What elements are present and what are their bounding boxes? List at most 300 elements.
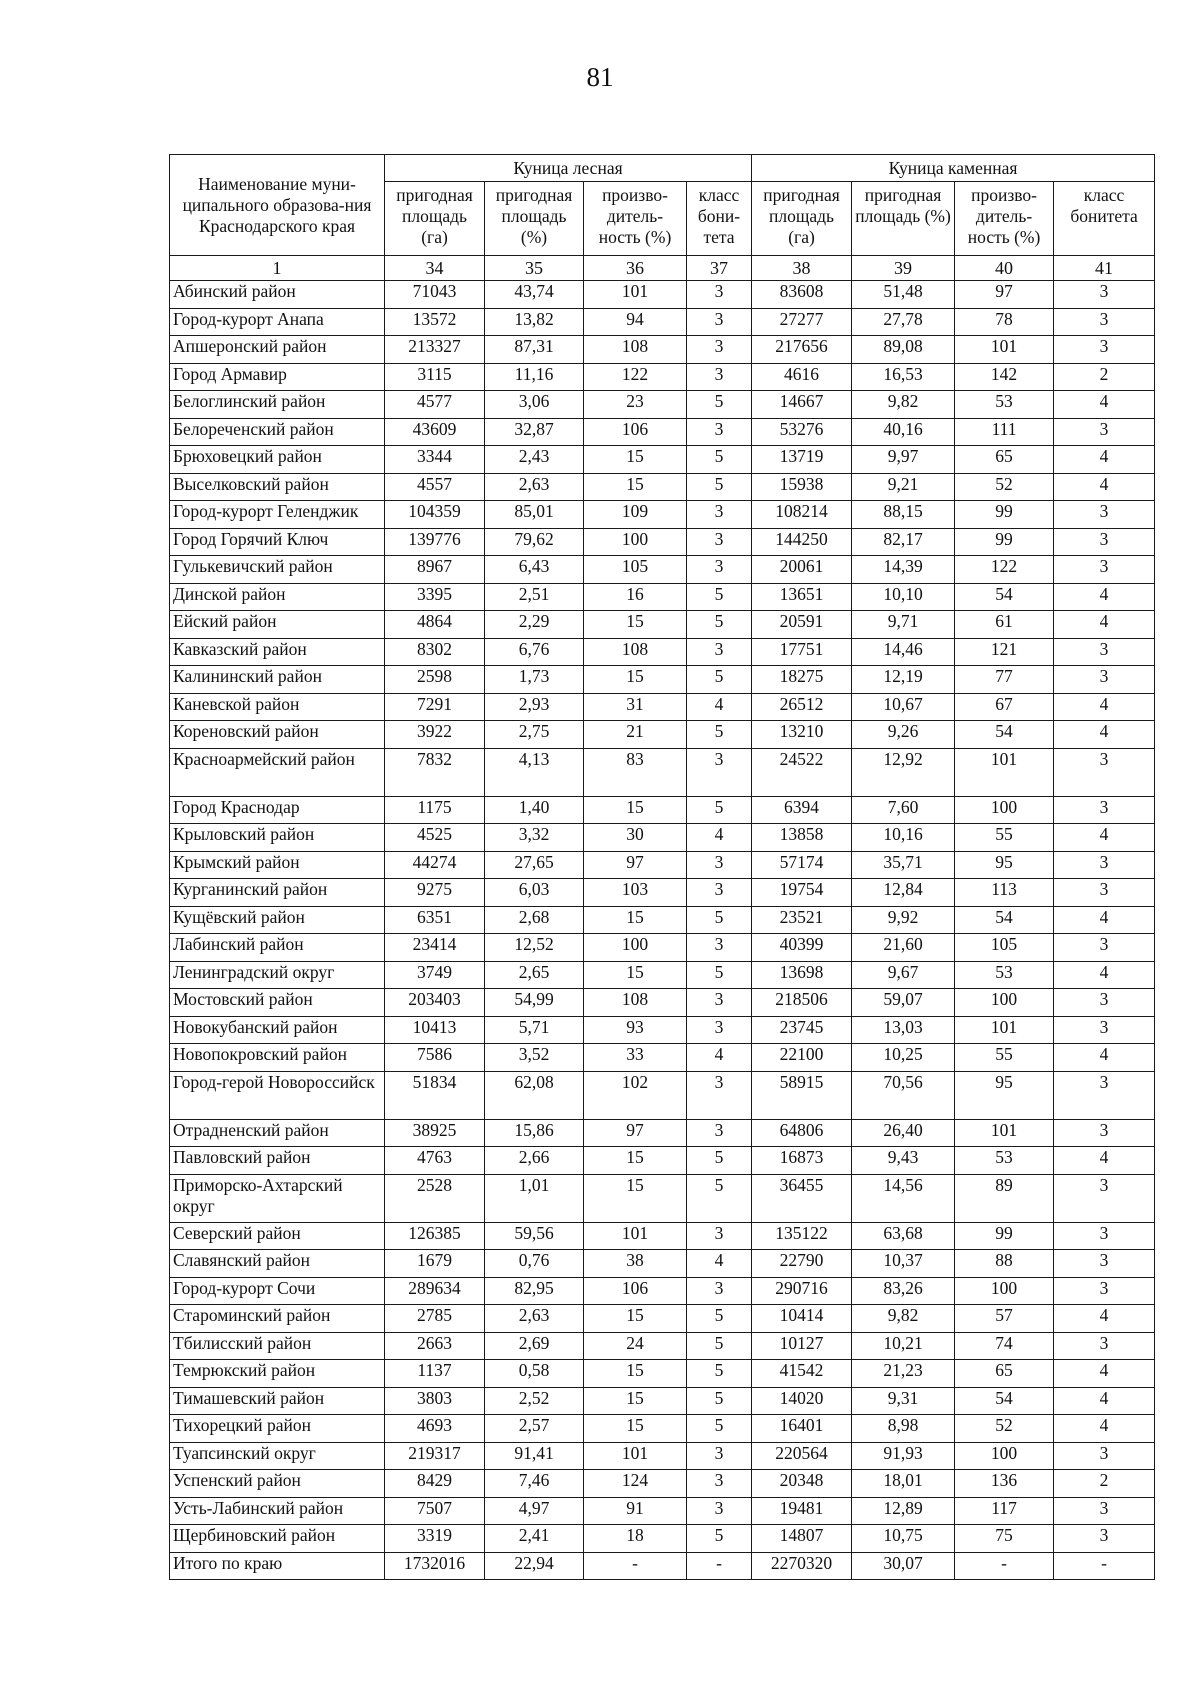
municipality-name-cell: Итого по краю: [170, 1552, 385, 1580]
value-cell: 6351: [385, 906, 485, 934]
municipality-name-cell: Староминский район: [170, 1305, 385, 1333]
value-cell: 61: [955, 611, 1054, 639]
municipality-name-cell: Город-герой Новороссийск: [170, 1071, 385, 1119]
value-cell: 3: [687, 748, 752, 796]
header-name-column: Наименование муни-ципального образова-ния Краснодарского края: [170, 155, 385, 256]
value-cell: 3922: [385, 721, 485, 749]
value-cell: 3: [1054, 1016, 1155, 1044]
value-cell: 8,98: [852, 1415, 955, 1443]
value-cell: 1,73: [485, 666, 584, 694]
value-cell: 4: [687, 693, 752, 721]
value-cell: 3: [687, 363, 752, 391]
value-cell: 3: [1054, 1442, 1155, 1470]
value-cell: 65: [955, 446, 1054, 474]
value-cell: 3,32: [485, 824, 584, 852]
value-cell: 4: [1054, 721, 1155, 749]
value-cell: 144250: [752, 528, 852, 556]
value-cell: 3319: [385, 1525, 485, 1553]
value-cell: 3: [687, 418, 752, 446]
value-cell: 14667: [752, 391, 852, 419]
value-cell: 4: [1054, 1360, 1155, 1388]
value-cell: 1,40: [485, 796, 584, 824]
table-row: [170, 363, 1155, 391]
municipality-name-cell: Город Горячий Ключ: [170, 528, 385, 556]
municipality-name-cell: Абинский район: [170, 281, 385, 309]
value-cell: 3: [687, 1497, 752, 1525]
value-cell: 59,56: [485, 1222, 584, 1250]
value-cell: 2,51: [485, 583, 584, 611]
table-row: [170, 748, 1155, 796]
value-cell: 1679: [385, 1250, 485, 1278]
table-row: [170, 851, 1155, 879]
value-cell: 15: [584, 906, 687, 934]
value-cell: 4,97: [485, 1497, 584, 1525]
table-row: [170, 336, 1155, 364]
value-cell: 3: [1054, 556, 1155, 584]
value-cell: 89: [955, 1174, 1054, 1222]
value-cell: 13,03: [852, 1016, 955, 1044]
value-cell: 43,74: [485, 281, 584, 309]
value-cell: 218506: [752, 989, 852, 1017]
value-cell: 3: [687, 851, 752, 879]
value-cell: 4616: [752, 363, 852, 391]
value-cell: 15: [584, 1360, 687, 1388]
value-cell: 4: [1054, 1415, 1155, 1443]
value-cell: 3803: [385, 1387, 485, 1415]
value-cell: 2,63: [485, 1305, 584, 1333]
value-cell: 106: [584, 1277, 687, 1305]
municipality-name-cell: Тихорецкий район: [170, 1415, 385, 1443]
value-cell: 27,78: [852, 308, 955, 336]
value-cell: 14,56: [852, 1174, 955, 1222]
value-cell: 9,21: [852, 473, 955, 501]
value-cell: 38925: [385, 1119, 485, 1147]
municipality-name-cell: Крымский район: [170, 851, 385, 879]
value-cell: 4: [1054, 1305, 1155, 1333]
value-cell: 91,41: [485, 1442, 584, 1470]
value-cell: 101: [584, 1442, 687, 1470]
value-cell: 12,19: [852, 666, 955, 694]
value-cell: 57: [955, 1305, 1054, 1333]
table-row: [170, 1016, 1155, 1044]
value-cell: 8967: [385, 556, 485, 584]
value-cell: 53: [955, 1147, 1054, 1175]
municipality-name-cell: Новокубанский район: [170, 1016, 385, 1044]
value-cell: 3: [687, 281, 752, 309]
value-cell: 83,26: [852, 1277, 955, 1305]
table-row: [170, 556, 1155, 584]
value-cell: 2,43: [485, 446, 584, 474]
municipality-name-cell: Тимашевский район: [170, 1387, 385, 1415]
header-number: 1: [170, 256, 385, 281]
value-cell: 4: [1054, 1044, 1155, 1072]
value-cell: 65: [955, 1360, 1054, 1388]
value-cell: 3: [1054, 308, 1155, 336]
value-cell: 4: [1054, 693, 1155, 721]
value-cell: 3: [1054, 666, 1155, 694]
value-cell: 5: [687, 721, 752, 749]
value-cell: 101: [955, 1119, 1054, 1147]
value-cell: 8429: [385, 1470, 485, 1498]
table-body: [170, 281, 1155, 1580]
value-cell: 14,39: [852, 556, 955, 584]
table-row: [170, 1119, 1155, 1147]
value-cell: 78: [955, 308, 1054, 336]
value-cell: 10,10: [852, 583, 955, 611]
table-row: [170, 666, 1155, 694]
value-cell: 20348: [752, 1470, 852, 1498]
value-cell: 100: [955, 989, 1054, 1017]
value-cell: 3: [687, 336, 752, 364]
value-cell: 2663: [385, 1332, 485, 1360]
value-cell: 10413: [385, 1016, 485, 1044]
value-cell: 108214: [752, 501, 852, 529]
municipality-name-cell: Кореновский район: [170, 721, 385, 749]
value-cell: 3: [687, 556, 752, 584]
municipality-name-cell: Новопокровский район: [170, 1044, 385, 1072]
value-cell: 2,75: [485, 721, 584, 749]
value-cell: 3: [1054, 851, 1155, 879]
value-cell: 4: [1054, 611, 1155, 639]
value-cell: 15938: [752, 473, 852, 501]
value-cell: 15: [584, 961, 687, 989]
value-cell: 54: [955, 1387, 1054, 1415]
value-cell: 2,41: [485, 1525, 584, 1553]
value-cell: 203403: [385, 989, 485, 1017]
value-cell: 88: [955, 1250, 1054, 1278]
value-cell: 93: [584, 1016, 687, 1044]
value-cell: 5: [687, 796, 752, 824]
value-cell: 21: [584, 721, 687, 749]
value-cell: 9,67: [852, 961, 955, 989]
value-cell: 5: [687, 446, 752, 474]
municipality-name-cell: Мостовский район: [170, 989, 385, 1017]
value-cell: 3: [687, 1071, 752, 1119]
value-cell: 126385: [385, 1222, 485, 1250]
value-cell: 2,68: [485, 906, 584, 934]
value-cell: 13572: [385, 308, 485, 336]
value-cell: 105: [955, 934, 1054, 962]
value-cell: 27277: [752, 308, 852, 336]
table-row: [170, 473, 1155, 501]
municipality-name-cell: Город-курорт Сочи: [170, 1277, 385, 1305]
table-row: [170, 1415, 1155, 1443]
value-cell: 15: [584, 611, 687, 639]
value-cell: 5: [687, 473, 752, 501]
value-cell: 16873: [752, 1147, 852, 1175]
value-cell: 2,57: [485, 1415, 584, 1443]
table-row: [170, 1277, 1155, 1305]
value-cell: 5: [687, 1147, 752, 1175]
header-group-stone-marten: Куница каменная: [752, 155, 1155, 182]
value-cell: 12,52: [485, 934, 584, 962]
value-cell: 15: [584, 1147, 687, 1175]
municipality-name-cell: Ленинградский округ: [170, 961, 385, 989]
value-cell: 10414: [752, 1305, 852, 1333]
value-cell: 7832: [385, 748, 485, 796]
value-cell: 27,65: [485, 851, 584, 879]
table-row: [170, 1497, 1155, 1525]
value-cell: 3: [687, 989, 752, 1017]
value-cell: 4: [1054, 473, 1155, 501]
value-cell: 100: [955, 796, 1054, 824]
value-cell: -: [584, 1552, 687, 1580]
value-cell: 4: [687, 824, 752, 852]
municipality-name-cell: Павловский район: [170, 1147, 385, 1175]
table-row: [170, 391, 1155, 419]
table-row: [170, 1174, 1155, 1222]
value-cell: 19754: [752, 879, 852, 907]
value-cell: 30,07: [852, 1552, 955, 1580]
table-row: [170, 989, 1155, 1017]
value-cell: 101: [955, 748, 1054, 796]
value-cell: 4: [1054, 906, 1155, 934]
table-row: [170, 1525, 1155, 1553]
value-cell: 2,69: [485, 1332, 584, 1360]
value-cell: 15: [584, 446, 687, 474]
value-cell: 289634: [385, 1277, 485, 1305]
value-cell: 1732016: [385, 1552, 485, 1580]
value-cell: 43609: [385, 418, 485, 446]
header-number: 34: [385, 256, 485, 281]
municipality-name-cell: Выселковский район: [170, 473, 385, 501]
value-cell: 53: [955, 391, 1054, 419]
value-cell: 97: [955, 281, 1054, 309]
municipality-name-cell: Красноармейский район: [170, 748, 385, 796]
municipality-name-cell: Брюховецкий район: [170, 446, 385, 474]
value-cell: 75: [955, 1525, 1054, 1553]
table-row: [170, 796, 1155, 824]
municipality-name-cell: Туапсинский округ: [170, 1442, 385, 1470]
value-cell: 6,03: [485, 879, 584, 907]
value-cell: 33: [584, 1044, 687, 1072]
value-cell: 4: [1054, 961, 1155, 989]
value-cell: 9,92: [852, 906, 955, 934]
value-cell: 95: [955, 1071, 1054, 1119]
header-group-pine-marten: Куница лесная: [385, 155, 752, 182]
value-cell: 1,01: [485, 1174, 584, 1222]
municipality-name-cell: Апшеронский район: [170, 336, 385, 364]
table-row: [170, 1071, 1155, 1119]
value-cell: 2785: [385, 1305, 485, 1333]
value-cell: 23: [584, 391, 687, 419]
value-cell: 3: [687, 1119, 752, 1147]
value-cell: 9,31: [852, 1387, 955, 1415]
value-cell: 9,82: [852, 1305, 955, 1333]
value-cell: 3: [1054, 748, 1155, 796]
value-cell: 124: [584, 1470, 687, 1498]
value-cell: 10,75: [852, 1525, 955, 1553]
table-row: [170, 446, 1155, 474]
value-cell: 20591: [752, 611, 852, 639]
value-cell: 3395: [385, 583, 485, 611]
value-cell: 18275: [752, 666, 852, 694]
value-cell: 5,71: [485, 1016, 584, 1044]
value-cell: 3: [687, 934, 752, 962]
table-row: [170, 934, 1155, 962]
header-col: пригодная площадь (%): [485, 182, 584, 256]
value-cell: 3: [1054, 879, 1155, 907]
municipality-name-cell: Город Краснодар: [170, 796, 385, 824]
value-cell: 10,21: [852, 1332, 955, 1360]
municipality-name-cell: Темрюкский район: [170, 1360, 385, 1388]
value-cell: 12,89: [852, 1497, 955, 1525]
value-cell: 19481: [752, 1497, 852, 1525]
value-cell: 18,01: [852, 1470, 955, 1498]
value-cell: 23521: [752, 906, 852, 934]
value-cell: -: [955, 1552, 1054, 1580]
value-cell: 15: [584, 666, 687, 694]
value-cell: 9,71: [852, 611, 955, 639]
value-cell: 13858: [752, 824, 852, 852]
value-cell: 52: [955, 1415, 1054, 1443]
table-row: [170, 693, 1155, 721]
value-cell: 35,71: [852, 851, 955, 879]
value-cell: 3: [1054, 638, 1155, 666]
value-cell: 3749: [385, 961, 485, 989]
value-cell: 3: [1054, 1277, 1155, 1305]
value-cell: 3344: [385, 446, 485, 474]
value-cell: 7291: [385, 693, 485, 721]
value-cell: 5: [687, 666, 752, 694]
value-cell: 10127: [752, 1332, 852, 1360]
value-cell: 3: [1054, 501, 1155, 529]
value-cell: 58915: [752, 1071, 852, 1119]
value-cell: 2: [1054, 1470, 1155, 1498]
value-cell: 51834: [385, 1071, 485, 1119]
habitat-table: [169, 154, 1155, 1580]
value-cell: 4693: [385, 1415, 485, 1443]
value-cell: 0,76: [485, 1250, 584, 1278]
municipality-name-cell: Гулькевичский район: [170, 556, 385, 584]
value-cell: 52: [955, 473, 1054, 501]
value-cell: 23745: [752, 1016, 852, 1044]
value-cell: 9,97: [852, 446, 955, 474]
value-cell: 4557: [385, 473, 485, 501]
value-cell: 13698: [752, 961, 852, 989]
table-row: [170, 308, 1155, 336]
header-number: 38: [752, 256, 852, 281]
header-col: произво-дитель-ность (%): [584, 182, 687, 256]
table-row: [170, 721, 1155, 749]
value-cell: 102: [584, 1071, 687, 1119]
value-cell: 101: [955, 336, 1054, 364]
value-cell: 100: [584, 528, 687, 556]
value-cell: 3: [687, 1470, 752, 1498]
value-cell: 3: [687, 528, 752, 556]
value-cell: 79,62: [485, 528, 584, 556]
value-cell: 24: [584, 1332, 687, 1360]
value-cell: 24522: [752, 748, 852, 796]
value-cell: 3: [687, 638, 752, 666]
municipality-name-cell: Славянский район: [170, 1250, 385, 1278]
value-cell: 4577: [385, 391, 485, 419]
value-cell: 91: [584, 1497, 687, 1525]
header-number: 37: [687, 256, 752, 281]
header-col: произво-дитель-ность (%): [955, 182, 1054, 256]
municipality-name-cell: Кавказский район: [170, 638, 385, 666]
value-cell: 1137: [385, 1360, 485, 1388]
value-cell: 55: [955, 1044, 1054, 1072]
value-cell: 6,43: [485, 556, 584, 584]
municipality-name-cell: Курганинский район: [170, 879, 385, 907]
municipality-name-cell: Ейский район: [170, 611, 385, 639]
municipality-name-cell: Приморско-Ахтарский округ: [170, 1174, 385, 1222]
value-cell: 67: [955, 693, 1054, 721]
value-cell: 122: [584, 363, 687, 391]
value-cell: 54,99: [485, 989, 584, 1017]
value-cell: 217656: [752, 336, 852, 364]
table-row: [170, 281, 1155, 309]
value-cell: 41542: [752, 1360, 852, 1388]
value-cell: 3: [687, 879, 752, 907]
header-col: класс бони-тета: [687, 182, 752, 256]
value-cell: 3: [1054, 418, 1155, 446]
value-cell: 40,16: [852, 418, 955, 446]
table-row: [170, 638, 1155, 666]
value-cell: 83608: [752, 281, 852, 309]
value-cell: 10,67: [852, 693, 955, 721]
header-number: 40: [955, 256, 1054, 281]
value-cell: 4,13: [485, 748, 584, 796]
value-cell: 7,46: [485, 1470, 584, 1498]
value-cell: 94: [584, 308, 687, 336]
value-cell: -: [687, 1552, 752, 1580]
value-cell: 101: [584, 281, 687, 309]
page-number: 81: [586, 62, 614, 92]
value-cell: 54: [955, 583, 1054, 611]
value-cell: 220564: [752, 1442, 852, 1470]
value-cell: 82,17: [852, 528, 955, 556]
value-cell: 4: [687, 1250, 752, 1278]
value-cell: 5: [687, 1305, 752, 1333]
value-cell: 5: [687, 611, 752, 639]
value-cell: 62,08: [485, 1071, 584, 1119]
municipality-name-cell: Отрадненский район: [170, 1119, 385, 1147]
table-row: [170, 824, 1155, 852]
value-cell: 2,52: [485, 1387, 584, 1415]
value-cell: 97: [584, 851, 687, 879]
value-cell: 113: [955, 879, 1054, 907]
value-cell: -: [1054, 1552, 1155, 1580]
value-cell: 3: [1054, 796, 1155, 824]
value-cell: 9,26: [852, 721, 955, 749]
value-cell: 3: [1054, 1071, 1155, 1119]
value-cell: 26,40: [852, 1119, 955, 1147]
value-cell: 135122: [752, 1222, 852, 1250]
value-cell: 15: [584, 1174, 687, 1222]
value-cell: 4: [1054, 583, 1155, 611]
value-cell: 85,01: [485, 501, 584, 529]
value-cell: 53: [955, 961, 1054, 989]
value-cell: 6394: [752, 796, 852, 824]
value-cell: 3: [687, 1277, 752, 1305]
value-cell: 4: [1054, 824, 1155, 852]
value-cell: 5: [687, 961, 752, 989]
value-cell: 63,68: [852, 1222, 955, 1250]
table-row: [170, 1044, 1155, 1072]
value-cell: 103: [584, 879, 687, 907]
value-cell: 4: [1054, 391, 1155, 419]
value-cell: 4: [687, 1044, 752, 1072]
value-cell: 55: [955, 824, 1054, 852]
value-cell: 3: [1054, 1174, 1155, 1222]
value-cell: 106: [584, 418, 687, 446]
table-row: [170, 501, 1155, 529]
value-cell: 3: [1054, 281, 1155, 309]
municipality-name-cell: Лабинский район: [170, 934, 385, 962]
value-cell: 2,63: [485, 473, 584, 501]
